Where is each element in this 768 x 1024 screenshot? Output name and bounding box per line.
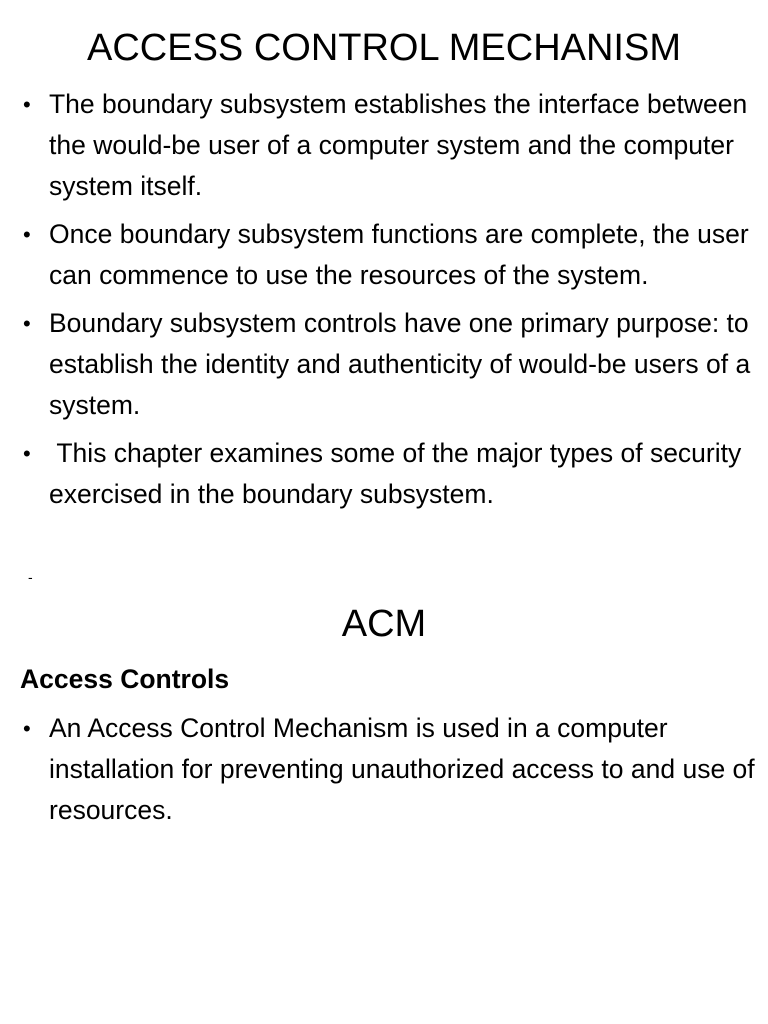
bullet-dot: • [23, 441, 31, 466]
bullet-item [0, 708, 768, 831]
trailing-dash-mark: - [28, 569, 33, 585]
bullet-list-access-controls [0, 708, 768, 838]
bullet-dot: • [23, 311, 31, 336]
bullet-text: This chapter examines some of the major types of security exercised in the boundary subsystem. [49, 438, 749, 509]
bullet-item [0, 303, 768, 426]
slide-title-access-control-mechanism: ACCESS CONTROL MECHANISM [87, 27, 681, 69]
bullet-dot: • [23, 92, 31, 117]
bullet-text: Once boundary subsystem functions are complete, the user can commence to use the resources of the system. [49, 219, 749, 290]
bullet-text: The boundary subsystem establishes the interface between the would-be user of a computer system and the computer system itself. [49, 89, 748, 201]
slide-title-acm: ACM [341, 603, 427, 645]
bullet-text: An Access Control Mechanism is used in a computer installation for preventing unauthorized access to and use of resources. [49, 713, 755, 825]
bullet-item [0, 433, 768, 515]
bullet-item [0, 214, 768, 296]
bullet-text: Boundary subsystem controls have one primary purpose: to establish the identity and authenticity of would-be users of a system. [49, 308, 751, 420]
bullet-dot: • [23, 222, 31, 247]
section-heading-access-controls: Access Controls [20, 664, 230, 694]
bullet-list-boundary-subsystem [0, 84, 768, 522]
bullet-dot: • [23, 716, 31, 741]
bullet-item [0, 84, 768, 207]
